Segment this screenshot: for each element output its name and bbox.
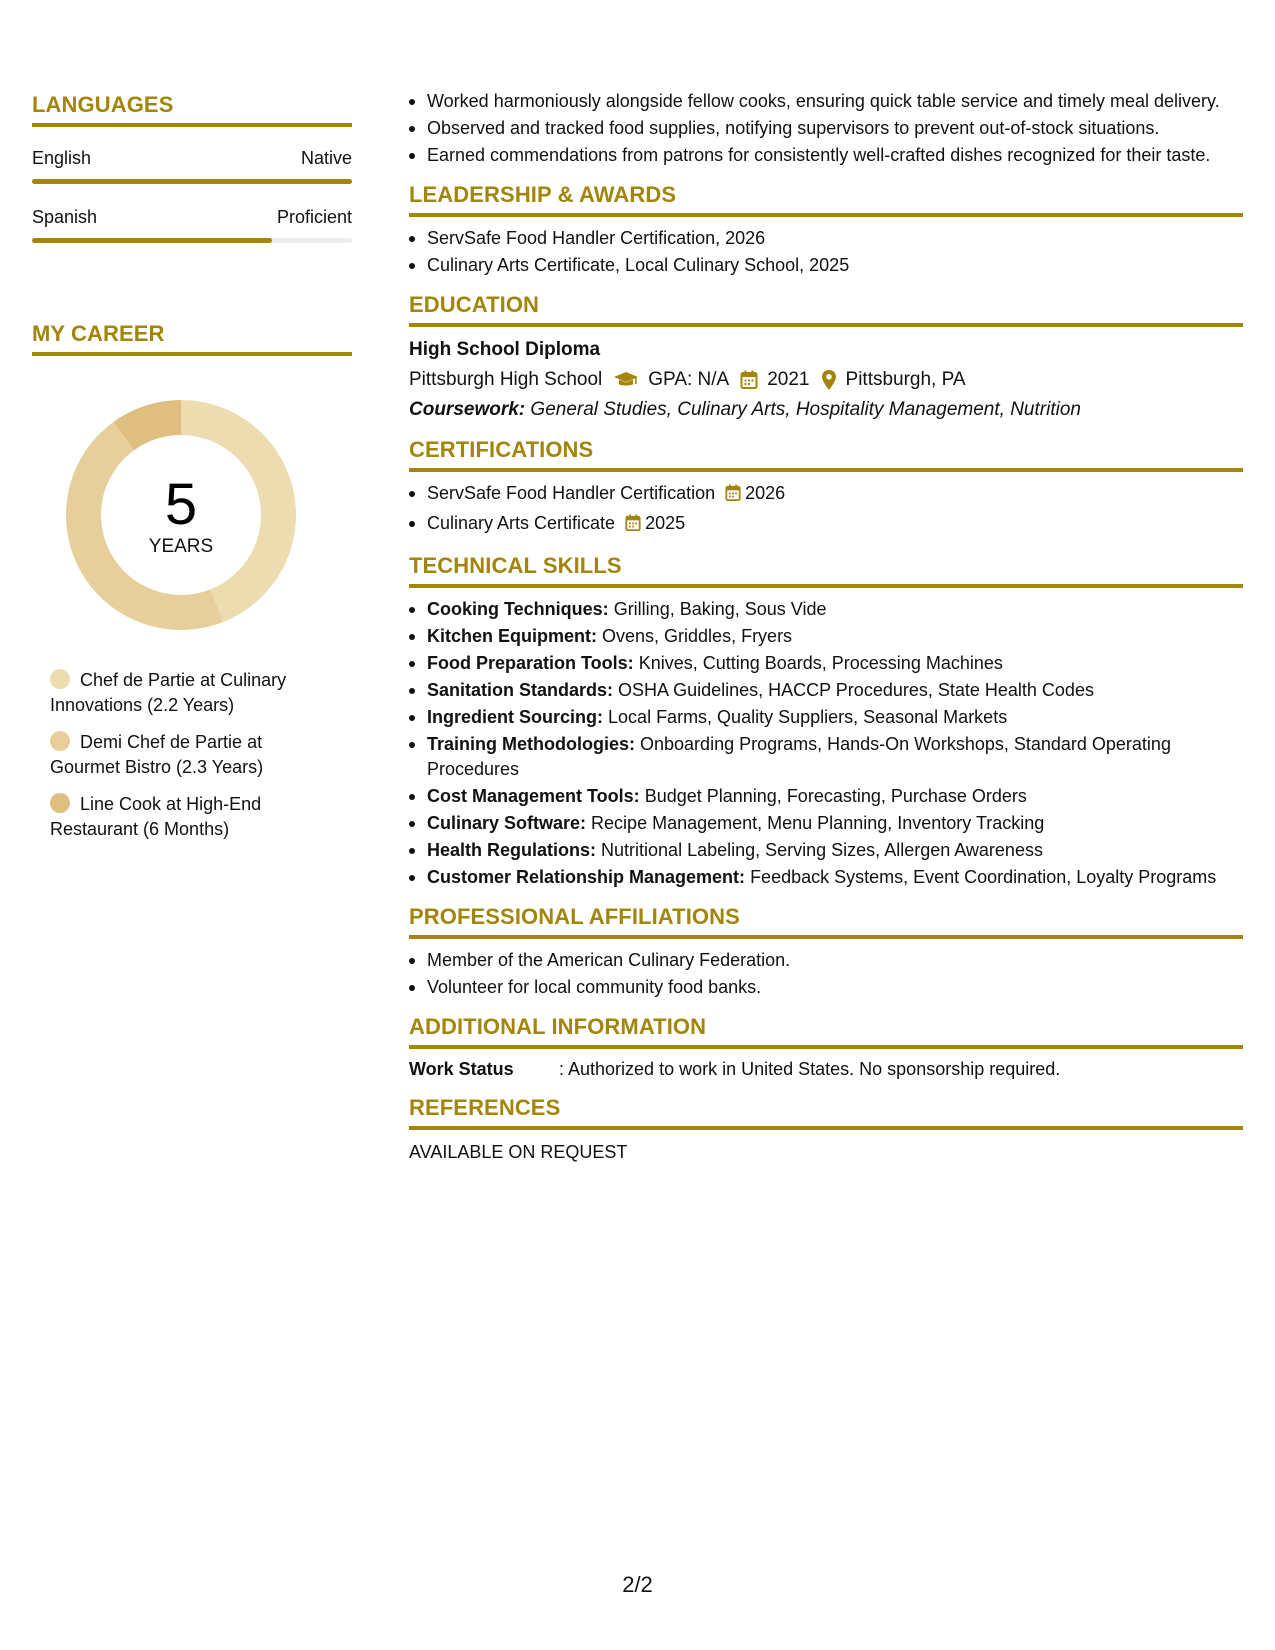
list-item: Culinary Arts Certificate, Local Culinary School, 2025 bbox=[409, 253, 1243, 278]
career-section bbox=[32, 321, 352, 842]
legend-label: Line Cook at High-End Restaurant (6 Months) bbox=[50, 794, 262, 839]
list-item: Earned commendations from patrons for consistently well-crafted dishes recognized for their taste. bbox=[409, 143, 1243, 168]
skill-label: Customer Relationship Management: bbox=[427, 867, 746, 887]
certifications-section bbox=[409, 437, 1243, 539]
skill-item bbox=[409, 678, 1243, 703]
legend-item bbox=[50, 668, 322, 718]
skill-item bbox=[409, 651, 1243, 676]
affiliations-section bbox=[409, 904, 1243, 1000]
certification-name: ServSafe Food Handler Certification bbox=[427, 483, 716, 503]
list-item bbox=[409, 481, 1243, 509]
skill-label: Cost Management Tools: bbox=[427, 786, 640, 806]
calendar-icon bbox=[740, 370, 758, 390]
career-donut-chart bbox=[66, 400, 296, 630]
graduation-year: 2021 bbox=[767, 369, 810, 390]
skill-item bbox=[409, 784, 1243, 809]
references-text: AVAILABLE ON REQUEST bbox=[409, 1142, 628, 1162]
language-level: Native bbox=[300, 148, 352, 168]
skill-item bbox=[409, 838, 1243, 863]
career-unit: YEARS bbox=[148, 536, 214, 557]
leadership-title: LEADERSHIP & AWARDS bbox=[409, 182, 1243, 217]
skill-value: Local Farms, Quality Suppliers, Seasonal Markets bbox=[608, 707, 1008, 727]
list-item: Observed and tracked food supplies, notifying supervisors to prevent out-of-stock situations. bbox=[409, 116, 1243, 141]
skill-label: Ingredient Sourcing: bbox=[427, 707, 604, 727]
career-legend bbox=[32, 668, 322, 842]
additional-info-title: ADDITIONAL INFORMATION bbox=[409, 1014, 1243, 1049]
graduation-cap-icon bbox=[613, 371, 639, 389]
language-name: Spanish bbox=[32, 207, 98, 227]
references-title: REFERENCES bbox=[409, 1095, 1243, 1130]
school-location: Pittsburgh, PA bbox=[845, 369, 966, 390]
skill-label: Culinary Software: bbox=[427, 813, 587, 833]
career-title: MY CAREER bbox=[32, 321, 352, 356]
skill-item bbox=[409, 705, 1243, 730]
school-name: Pittsburgh High School bbox=[409, 369, 603, 390]
legend-label: Chef de Partie at Culinary Innovations (2.2 Years) bbox=[50, 670, 287, 715]
language-bar-fill bbox=[32, 179, 352, 184]
list-item: Member of the American Culinary Federation. bbox=[409, 948, 1243, 973]
language-bar-fill bbox=[32, 238, 272, 243]
skill-label: Kitchen Equipment: bbox=[427, 626, 597, 646]
skill-value: Feedback Systems, Event Coordination, Loyalty Programs bbox=[750, 867, 1217, 887]
skill-value: Budget Planning, Forecasting, Purchase Orders bbox=[644, 786, 1027, 806]
work-status-label: Work Status bbox=[409, 1059, 514, 1079]
calendar-icon bbox=[725, 484, 741, 509]
career-total-years: 5 bbox=[164, 472, 198, 537]
skill-label: Sanitation Standards: bbox=[427, 680, 614, 700]
skill-value: Recipe Management, Menu Planning, Inventory Tracking bbox=[591, 813, 1045, 833]
list-item bbox=[409, 511, 1243, 539]
list-item: Worked harmoniously alongside fellow cooks, ensuring quick table service and timely meal delivery. bbox=[409, 89, 1243, 114]
gpa: GPA: N/A bbox=[648, 369, 730, 390]
certifications-title: CERTIFICATIONS bbox=[409, 437, 1243, 472]
right-column bbox=[409, 80, 1243, 1164]
work-status-row bbox=[409, 1057, 1243, 1081]
legend-dot bbox=[50, 793, 70, 813]
page-number: 2/2 bbox=[622, 1572, 653, 1597]
references-section bbox=[409, 1095, 1243, 1164]
technical-skills-title: TECHNICAL SKILLS bbox=[409, 553, 1243, 588]
language-name: English bbox=[32, 148, 92, 168]
certification-year: 2025 bbox=[645, 513, 686, 533]
work-status-value: : Authorized to work in United States. No sponsorship required. bbox=[559, 1059, 1061, 1079]
list-item: ServSafe Food Handler Certification, 2026 bbox=[409, 226, 1243, 251]
legend-dot bbox=[50, 731, 70, 751]
languages-title: LANGUAGES bbox=[32, 92, 352, 127]
skill-label: Cooking Techniques: bbox=[427, 599, 609, 619]
skill-item bbox=[409, 811, 1243, 836]
skill-item bbox=[409, 865, 1243, 890]
coursework-list: General Studies, Culinary Arts, Hospitality Management, Nutrition bbox=[530, 399, 1081, 420]
degree-title: High School Diploma bbox=[409, 339, 601, 360]
legend-item bbox=[50, 792, 322, 842]
certification-name: Culinary Arts Certificate bbox=[427, 513, 616, 533]
coursework bbox=[409, 397, 1243, 423]
leadership-section bbox=[409, 182, 1243, 278]
list-item: Volunteer for local community food banks. bbox=[409, 975, 1243, 1000]
skill-value: Nutritional Labeling, Serving Sizes, Allergen Awareness bbox=[601, 840, 1043, 860]
language-item bbox=[32, 147, 352, 184]
location-pin-icon bbox=[821, 369, 837, 391]
skill-item bbox=[409, 732, 1243, 782]
experience-bullets bbox=[409, 89, 1243, 168]
language-bar bbox=[32, 238, 352, 243]
skill-value: Grilling, Baking, Sous Vide bbox=[613, 599, 827, 619]
legend-item bbox=[50, 730, 322, 780]
calendar-icon bbox=[625, 514, 641, 539]
education-title: EDUCATION bbox=[409, 292, 1243, 327]
skill-label: Training Methodologies: bbox=[427, 734, 635, 754]
affiliations-title: PROFESSIONAL AFFILIATIONS bbox=[409, 904, 1243, 939]
skill-value: Ovens, Griddles, Fryers bbox=[602, 626, 793, 646]
left-column bbox=[32, 92, 352, 854]
skill-value: Knives, Cutting Boards, Processing Machines bbox=[638, 653, 1003, 673]
language-level: Proficient bbox=[276, 207, 352, 227]
coursework-label: Coursework: bbox=[409, 399, 526, 420]
technical-skills-section bbox=[409, 553, 1243, 890]
languages-section bbox=[32, 92, 352, 243]
education-section bbox=[409, 292, 1243, 423]
education-details bbox=[409, 367, 1243, 393]
legend-dot bbox=[50, 669, 70, 689]
skill-item bbox=[409, 597, 1243, 622]
additional-info-section bbox=[409, 1014, 1243, 1081]
skill-value: OSHA Guidelines, HACCP Procedures, State Health Codes bbox=[618, 680, 1094, 700]
language-bar bbox=[32, 179, 352, 184]
skill-value: Onboarding Programs, Hands-On Workshops, Standard Operating Procedures bbox=[427, 734, 1171, 779]
skill-label: Food Preparation Tools: bbox=[427, 653, 634, 673]
skill-label: Health Regulations: bbox=[427, 840, 597, 860]
language-item bbox=[32, 206, 352, 243]
certification-year: 2026 bbox=[745, 483, 786, 503]
skill-item bbox=[409, 624, 1243, 649]
legend-label: Demi Chef de Partie at Gourmet Bistro (2.3 Years) bbox=[50, 732, 264, 777]
